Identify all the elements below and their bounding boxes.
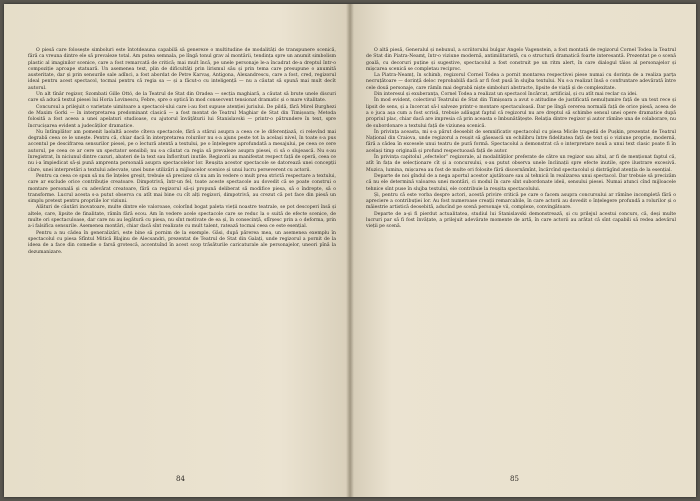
left-page-text (28, 48, 336, 256)
book-gutter (346, 4, 354, 497)
paragraph: Din interesul și exuberanța, Cornel Todea a realizat un spectacol încărcat, artificial, și cu atît mai reclar ca idei. (374, 92, 638, 98)
paragraph: Departe de noi gîndul de a nega aportul acestor ajutătoare sau al tehnicii în realizarea unui spectacol. Dar trebuie să precizăm că nu ele determină valoarea unei montări, ci modul în care sînt subordonate ideii, sensului piesei. Numai atunci cînd mijloacele tehnice sînt puse în slujba textului, ele contribuie la reușita spectacolului. (366, 173, 676, 192)
page-number-right: 85 (510, 475, 519, 483)
paragraph: Departe de a-și fi pierdut actualitatea, studiul lui Stanislavski demonstrează, și cu prilejul acestui concurs, că, deși multe lucruri par să fi fost învățate, a prilejuit adevărate momente de artă, în care actorii au arătat că sînt capabili să redea adevărul vieții pe scenă. (366, 211, 676, 230)
right-page (350, 4, 696, 497)
paragraph: Un alt tînăr regizor, Szombati Gille Ottó, de la Teatrul de Stat din Oradea — secția maghiară, a căutat să brute unele discuri care să aducă textul piesei lui Horia Lovinescu, Febre, spre o optică în mod consecvent tensionat dramatic și o mare vitalitate. (28, 92, 336, 104)
paragraph: Pentru a nu cădea în generalizări, este bine să pornim de la exemple. Găsi, după părerea mea, un asemenea exemplu în spectacolul cu piesa Sfîntul Mitică Blajinu de Alecsandri, prezentat de Teatrul de Stat din Galați, unde regizorul a pornit de la ideea de a face din comedie o farsă grotescă, accentuînd în acest scop trăsăturile caricaturale ale personajelor, uneori pînă la dezumanizare. (28, 230, 336, 255)
book-spread (4, 4, 696, 497)
paragraph: În privința aceasta, mi s-a părut deosebit de semnificativ spectacolul cu piesa Micile tragedii de Pușkin, prezentat de Teatrul Național din Craiova, unde regizorul a reușit să găsească un echilibru între fidelitatea față de text și o viziune proprie, modernă, fără a cădea în excesele unui teatru de pură formă. Spectacolul a demonstrat că o interpretare nouă a unui text clasic poate fi în același timp originală și profund respectuoasă față de autor. (366, 129, 676, 154)
paragraph: Pentru ca ceea ce spun să nu fie înțeles greșit, trebuie să precizez că nu am în vedere o mult prea strictă respectare a textului, care ar exclude orice contribuție creatoare. Dimpotrivă, într-un fel, toate aceste spectacole au dovedit că se poate construi o montare personală și cu adevărat creatoare, fără ca regizorul să-și propună deliberat să modifice piesa, să o îndrepte, să o transforme. Lucrul acesta s-a putut observa cu atît mai bine cu cît alți regizori, dimpotrivă, au crezut că pot face din piesă un simplu pretext pentru propriile lor viziuni. (28, 173, 336, 205)
paragraph: O piesă care folosește simboluri este întotdeauna capabilă să genereze o multitudine de modalități de transpunere scenică, fără ca vreuna dintre ele să prevaleze total. Am putea semnala, pe lîngă tonul grav al montării, tendința spre un anumit simbolism plastic al imaginilor scenice, care a fost remarcată de critică; mai mult încă, pe unele personaje le-a încadrat de-a dreptul într-o compoziție aproape statuară. Un asemenea text, plin de dificultăți prin lirismul său și prin tema care presupune o anumită austeritate, dar și prin sensurile sale adînci, a fost abordat de Petre Karvaș, Antigona, Alexandrescu, care a fost, cred, regizorul ideal pentru acest spectacol, tocmai pentru că regia sa — și a făcut-o cu inteligență — nu a căutat să spună mai mult decît autorul. (28, 48, 336, 91)
page-number-left: 84 (176, 475, 185, 483)
paragraph: Și, pentru că este vorba despre actori, acestă privire critică pe care o facem asupra concursului ar rămîne incompletă fără o apreciere a contribuției lor. Au fost numeroase creații remarcabile, în care actorii au dovedit o înțelegere profundă a rolurilor și o măiestrie artistică deosebită, aducînd pe scenă personaje vii, complexe, convingătoare. (366, 192, 676, 211)
paragraph: Nu întîmplător am pomenit laolaltă aceste cîteva spectacole, fără a stărui asupra a ceea ce le diferențiază, ci relevînd mai degrabă ceea ce le unește. Pentru că, chiar dacă în interpretarea rolurilor nu s-a ajuns peste tot la același nivel, în toate s-a pus accentul pe descifrarea sensurilor piesei, pe o lectură atentă a textului, pe o înțelegere aprofundată a mesajului, pe ceea ce cere autorul, pe ceea ce ar cere un spectator sensibil; nu s-a căutat ca regia să prevaleze asupra piesei, ci să o slujească. Nu s-au înregistrat, în niciunul dintre cazuri, abateri de la text sau înflorituri inutile. Regizorii au manifestat respect față de operă, ceea ce nu i-a împiedicat să-și pună amprenta personală asupra spectacolelor lor. Reușita acestor spectacole se datorează unei concepții clare, unei interpretări a textului adecvate, unei bune utilizări a mijloacelor scenice și unui lucru perseverent cu actorii. (28, 129, 336, 173)
paragraph: Alături de căutări inovatoare, multe dintre ele valoroase, colorînd bogat paleta vieții noastre teatrale, se pot descoperi însă și altele, care, lipsite de finalitate, rămîn fără ecou. Am în vedere acele spectacole care se reduc la o suită de efecte scenice, de multe ori spectaculoase, dar care nu au legătură cu piesa, nu sînt motivate de ea și, în consecință, sfîrșesc prin a o deforma, prin a-i falsifica sensurile. Asemenea montări, chiar dacă sînt realizate cu mult talent, ratează tocmai ceea ce este esențial. (28, 205, 336, 230)
paragraph: O altă piesă, Generalul și nebunul, a scriitorului bulgar Angelo Vagenstein, a fost montată de regizorul Cornel Todea la Teatrul de Stat din Piatra-Neamț, într-o viziune modernă, antimilitaristă, cu o structură dramatică foarte interesantă. Prezentat pe o scenă goală, cu decoruri puține și sugestive, spectacolul a fost construit pe un ritm alert, în care dialogul tăios al personajelor și mișcarea scenică se completau reciproc. (366, 48, 676, 72)
right-page-text (366, 48, 676, 231)
paragraph: În privința capitolul „efectelor” regizorale, al modalităților preferate de către un regizor sau altul, ar fi de menționat faptul că, atît în fața de selecționare cît și a concursului, s-au putut observa unele înclinații spre efecte inutile, spre ilustrare excesivă. Muzica, lumina, mișcarea au fost de multe ori folosite fără discernămînt, încărcînd spectacolul și distrăgînd atenția de la esențial. (366, 155, 676, 173)
paragraph: Concursul a prilejuit o varietate uimitoare a spectacol-ului care i-au fost supuse atenției juriului. De pildă, fără Mirel Burghezi de Maxim Gorki — în interpretarea predominant clasică — a fost montat de Teatrul Maghiar de Stat din Timișoara; Metoda folosită a fost aceea a unei apelaturi studioase, cu ajutorul învățăturii lui Stanislavski — printr-o pătrundere în text, spre încrucișarea evident a judecăților dramatice. (28, 104, 336, 129)
paragraph: La Piatra-Neamț, în schimb, regizorul Cornel Todea a pornit montarea respectivei piese numai cu dorința de a realiza parța necruțătoare — dorință deloc reprobabilă dacă ar fi fost pusă în slujba textului. Nu s-a realizat însă o confruntare adevărată între cele două personaje, care rămîn mai degrabă niște simboluri abstracte, lipsite de viață și de complexitate. (366, 73, 676, 91)
left-page (4, 4, 350, 497)
paragraph: În mod evident, colectivul Teatrului de Stat din Timișoara a avut o atitudine de justificată nemulțumire față de un text rece și lipsit de sens, și a încercat să-l salveze printr-o montare spectaculoasă. Dar pe lîngă cererea normală față de orice piesă, aceea de a o juca așa cum a fost scrisă, trebuie adăugat faptul că regizorul nu are dreptul să schimbe sensul unei opere dramatice după propriul plac, chiar dacă are impresia că prin aceasta o îmbunătățește. Relația dintre regizor și autor rămîne una de colaborare, nu de subordonare a textului față de viziunea scenică. (366, 98, 676, 129)
